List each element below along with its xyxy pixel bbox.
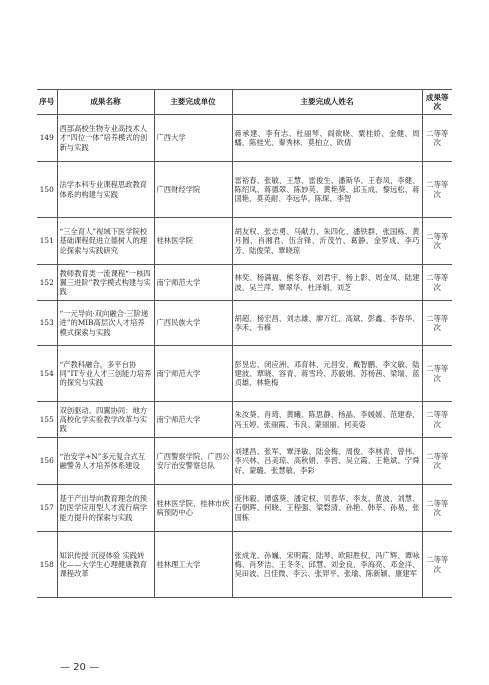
row-name: 双创驱动、四翼协同：地方高校化学实验教学改革与实践 [57,402,154,438]
table-row [37,346,452,402]
row-name: “三全育人”视域下医学院校基础课程促进立德树人的理论探索与实践研究 [57,218,154,265]
row-name: “一元导向·双向融合·三阶递进”的MIB高层次人才培养模式探索与实践 [57,301,154,346]
row-no: 155 [37,402,57,438]
table-row [37,218,452,265]
table-row [37,485,452,532]
row-level: 二等等次 [422,218,452,265]
row-name: 知识传授 沉浸体验 实践转化——大学生心理健康教育课程改革 [57,532,154,598]
row-people: 胡超、杨宏昌、刘志雄、廖万红、高斌、彭鑫、李春华、李禾、韦褓 [232,301,422,346]
table-row [37,115,452,162]
page-number: — 20 — [60,662,100,673]
row-name: 教师教育类一流课程“一核四翼三进阶”教学模式构建与实践 [57,265,154,301]
table-row [37,532,452,598]
row-level: 二等等次 [422,162,452,218]
award-table [37,89,452,598]
row-units: 广西财经学院 [154,162,232,218]
row-units: 南宁师范大学 [154,402,232,438]
row-people: 张成龙、孙巍、宋明霞、陆琴、欧阳胜权、冯广辉、谭咏梅、肖梦洁、王冬冬、邱慧、刘金良、李海亮、邓金洋、吴田波、吕佳微、李云、张羿平、张瑜、陈新颖、康建军 [232,532,422,598]
row-no: 157 [37,485,57,532]
row-no: 152 [37,265,57,301]
row-no: 149 [37,115,57,162]
row-level: 二等等次 [422,265,452,301]
row-units: 桂林医学院 [154,218,232,265]
row-units: 广西民族大学 [154,301,232,346]
row-units: 桂林医学院、桂林市疾病预防中心 [154,485,232,532]
header-no: 序号 [37,90,57,115]
table-row [37,438,452,485]
row-people: 庞伟毅、谭盛葵、潘定权、贝春华、李友、黄波、刘慧、石朝晖、何晓、王程强、梁磬清、孙艳、韩莘、孙易、张国栋 [232,485,422,532]
row-units: 南宁师范大学 [154,346,232,402]
row-no: 151 [37,218,57,265]
row-name: 法学本科专业课程思政教育体系的构建与实践 [57,162,154,218]
header-achievement-name: 成果名称 [57,90,154,115]
row-people: 刘建昌、张军、覃泽敏、陆金梅、周俊、李林青、曾伟、李兴林、吕美琼、高秋娟、李晋、吴立霞、王艳斌、宁舜好、蒙璐、张慧敏、李彩 [232,438,422,485]
row-no: 156 [37,438,57,485]
row-units: 南宁师范大学 [154,265,232,301]
row-level: 二等等次 [422,115,452,162]
row-units: 广西大学 [154,115,232,162]
row-level: 二等等次 [422,438,452,485]
row-people: 蒋承建、李有志、杜丽琴、阎欲晓、粟桂娇、金健、周蟠、陈桂光、秦秀林、莫柏立、欧倩 [232,115,422,162]
row-level: 二等等次 [422,532,452,598]
row-no: 153 [37,301,57,346]
row-people: 林奕、杨满福、熊冬春、刘君宇、杨上影、周金凤、陆建波、吴兰萍、覃翠华、杜泽娟、刘芝 [232,265,422,301]
table-row [37,301,452,346]
row-name: 西部高校生物专业高技术人才“四位一体”培养模式的创新与实践 [57,115,154,162]
row-name: “产教科融合，多平台协同”IT专业人才三创能力培养的探究与实践 [57,346,154,402]
row-no: 150 [37,162,57,218]
row-name: 基于产出导向教育理念的预防医学应用型人才流行病学能力提升的探索与实践 [57,485,154,532]
row-level: 二等等次 [422,402,452,438]
row-units: 广西警察学院、广西公安厅治安警察总队 [154,438,232,485]
table-row [37,162,452,218]
header-main-units: 主要完成单位 [154,90,232,115]
row-units: 桂林理工大学 [154,532,232,598]
header-main-people: 主要完成人姓名 [232,90,422,115]
table-header-row [37,90,452,115]
row-no: 158 [37,532,57,598]
row-people: 雷裕春、张敏、王慧、雷俊生、潘斯华、王春凤、李健、陈绍凤、蒋德翠、陈妙英、黄艳葵、邱玉成、黎远松、蒋国艳、莫英耐、李远华、陈琛、李智 [232,162,422,218]
row-people: 朱汝葵、肖琦、黄曦、陈思静、杨晶、李媛媛、范建春、冯玉婷、张丽霞、韦良、蒙丽丽、何美姿 [232,402,422,438]
header-level: 成果等次 [422,90,452,115]
row-people: 胡友权、张志勇、马献力、朱四化、潘铁群、张国栋、黄月圆、肖湘君、伍含锋、沂茂竹、葛静、金罗成、李巧芳、陆俊荣、覃晓琼 [232,218,422,265]
row-level: 二等等次 [422,301,452,346]
row-people: 彭昱忠、闭应洲、邓育林、元昌安、戴智鹏、李文敏、陆建波、覃晓、容青、蒋雪玲、苏毅娟、苏杨茜、梁瑞、蓝贞雄、林艳梅 [232,346,422,402]
row-level: 二等等次 [422,485,452,532]
row-name: “治安学+N”多元复合式互融警务人才培养体系建设 [57,438,154,485]
row-level: 二等等次 [422,346,452,402]
table-row [37,402,452,438]
table-row [37,265,452,301]
row-no: 154 [37,346,57,402]
